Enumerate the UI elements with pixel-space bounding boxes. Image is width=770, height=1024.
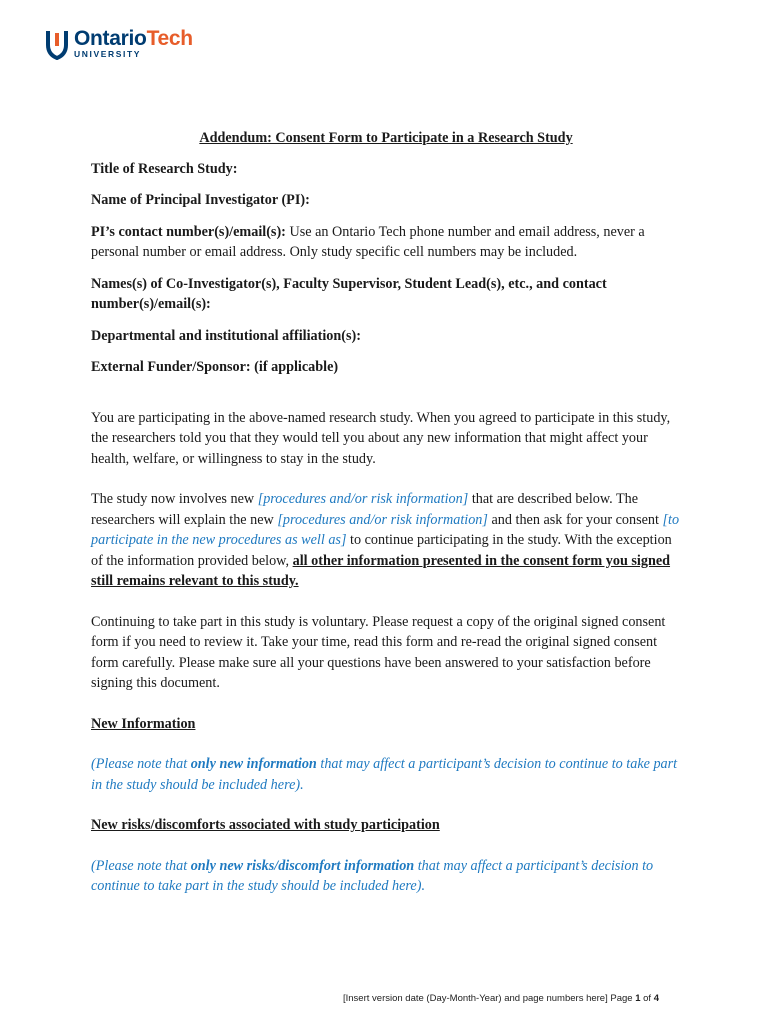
placeholder-procedures-1: [procedures and/or risk information] xyxy=(257,491,469,507)
logo-wordmark: OntarioTech xyxy=(74,27,193,50)
document-body xyxy=(91,128,681,917)
field-pi-contact xyxy=(91,222,681,263)
placeholder-participate: [to participate in the new procedures as well as] xyxy=(91,511,680,548)
new-information-heading: New Information xyxy=(91,715,196,732)
field-funder: External Funder/Sponsor: (if applicable) xyxy=(91,359,339,375)
field-pi-name: Name of Principal Investigator (PI): xyxy=(91,192,310,208)
procedures-paragraph: The study now involves new [procedures and/or risk information] that are described below. The researchers will explain the new [procedures and/or risk information] and then ask for your consent [to participate in the new procedures as well as] to continue participating in the study. With the exception of the information provided below, all other information presented in the consent form you signed still remains relevant to this study. xyxy=(91,491,680,589)
new-risks-heading: New risks/discomforts associated with study participation xyxy=(91,817,440,833)
voluntary-paragraph: Continuing to take part in this study is voluntary. Please request a copy of the original signed consent form if you need to review it. Take your time, read this form and re-read the original signed consent form carefully. Please make sure all your questions have been answered to your satisfaction before signing this document. xyxy=(91,613,666,691)
document-title: Addendum: Consent Form to Participate in a Research Study xyxy=(199,130,573,146)
new-information-note: (Please note that only new information that may affect a participant’s decision to continue to take part in the study should be included here). xyxy=(91,756,678,793)
relevance-statement: all other information presented in the consent form you signed still remains relevant to this study. xyxy=(91,552,671,589)
pi-contact-label: PI’s contact number(s)/email(s): xyxy=(91,223,286,240)
page-number: 1 xyxy=(635,993,641,1004)
field-co-investigators: Names(s) of Co-Investigator(s), Faculty Supervisor, Student Lead(s), etc., and contact number(s)/email(s): xyxy=(91,275,607,312)
pi-contact-note: Use an Ontario Tech phone number and email address, never a personal number or email address. Only study specific cell numbers may be included. xyxy=(91,223,645,260)
field-affiliation: Departmental and institutional affiliation(s): xyxy=(91,327,361,344)
ontario-tech-logo xyxy=(44,28,193,60)
placeholder-procedures-2: [procedures and/or risk information] xyxy=(277,511,488,528)
ontario-tech-shield-icon xyxy=(44,28,70,60)
field-study-title: Title of Research Study: xyxy=(91,160,238,177)
logo-subtitle: UNIVERSITY xyxy=(74,49,142,59)
new-risks-note: (Please note that only new risks/discomfort information that may affect a participant’s decision to continue to take part in the study should be included here). xyxy=(91,857,654,894)
page-footer: [Insert version date (Day-Month-Year) and page numbers here] Page 1 of 4 xyxy=(343,993,659,1004)
intro-paragraph: You are participating in the above-named research study. When you agreed to participate in this study, the researchers told you that they would tell you about any new information that might affect your health, welfare, or willingness to stay in the study. xyxy=(91,409,671,467)
page-total: 4 xyxy=(653,993,659,1004)
